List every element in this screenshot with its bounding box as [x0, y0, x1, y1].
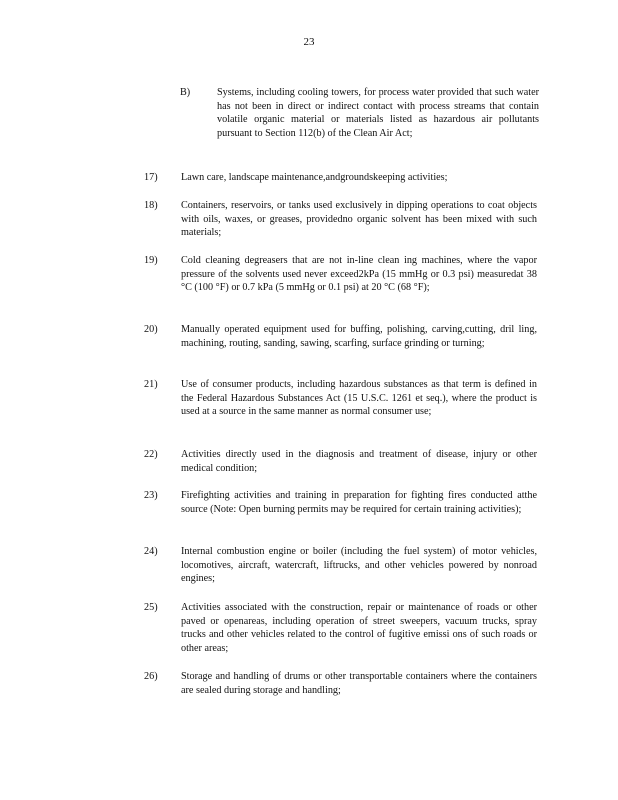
page-number: 23	[303, 36, 315, 48]
item-number: 23)	[144, 490, 158, 501]
item-number: 17)	[144, 172, 158, 183]
item-text: Storage and handling of drums or other transportable containers where the containers are sealed during storage and handling;	[181, 671, 537, 696]
item-text: Activities associated with the construction, repair or maintenance of roads or other paved or openareas, including operation of street sweepers, vacuum trucks, spray trucks and other vehicles related to the control of fugitive emissi ons of such roads or other areas;	[181, 602, 537, 654]
item-text: Activities directly used in the diagnosis and treatment of disease, injury or other medical condition;	[181, 449, 537, 474]
item-number: 18)	[144, 200, 158, 211]
item-number: 19)	[144, 255, 158, 266]
item-number: 26)	[144, 671, 158, 682]
item-text: Manually operated equipment used for buffing, polishing, carving,cutting, dril ling, machining, routing, sanding, sawing, scarfing, surface grinding or turning;	[181, 324, 537, 349]
item-label: B)	[180, 87, 191, 98]
item-number: 21)	[144, 379, 158, 390]
item-text: Lawn care, landscape maintenance,andgroundskeeping activities;	[181, 172, 448, 183]
item-text: Containers, reservoirs, or tanks used exclusively in dipping operations to coat objects with oils, waxes, or greases, providedno organic solvent has been mixed with such materials;	[181, 200, 537, 239]
item-text: Firefighting activities and training in preparation for fighting fires conducted atthe source (Note: Open burning permits may be required for certain training activities);	[181, 490, 537, 515]
item-text: Use of consumer products, including hazardous substances as that term is defined in the Federal Hazardous Substances Act (15 U.S.C. 1261 et seq.), where the product is used at a source in the same manner as normal consumer use;	[181, 379, 537, 418]
item-number: 25)	[144, 602, 158, 613]
item-number: 24)	[144, 546, 158, 557]
item-text: Internal combustion engine or boiler (including the fuel system) of motor vehicles, locomotives, aircraft, watercraft, liftrucks, and other vehicles powered by nonroad engines;	[181, 546, 537, 585]
item-number: 20)	[144, 324, 158, 335]
item-text: Cold cleaning degreasers that are not in-line clean ing machines, where the vapor pressure of the solvents used never exceed2kPa (15 mmHg or 0.3 psi) measuredat 38 °C (100 °F) or 0.7 kPa (5 mmHg or 0.1 psi) at 20 °C (68 °F);	[181, 255, 537, 294]
item-number: 22)	[144, 449, 158, 460]
item-text: Systems, including cooling towers, for process water provided that such water has not been in direct or indirect contact with process streams that contain volatile organic material or materials listed as hazardous air pollutants pursuant to Section 112(b) of the Clean Air Act;	[217, 87, 539, 139]
